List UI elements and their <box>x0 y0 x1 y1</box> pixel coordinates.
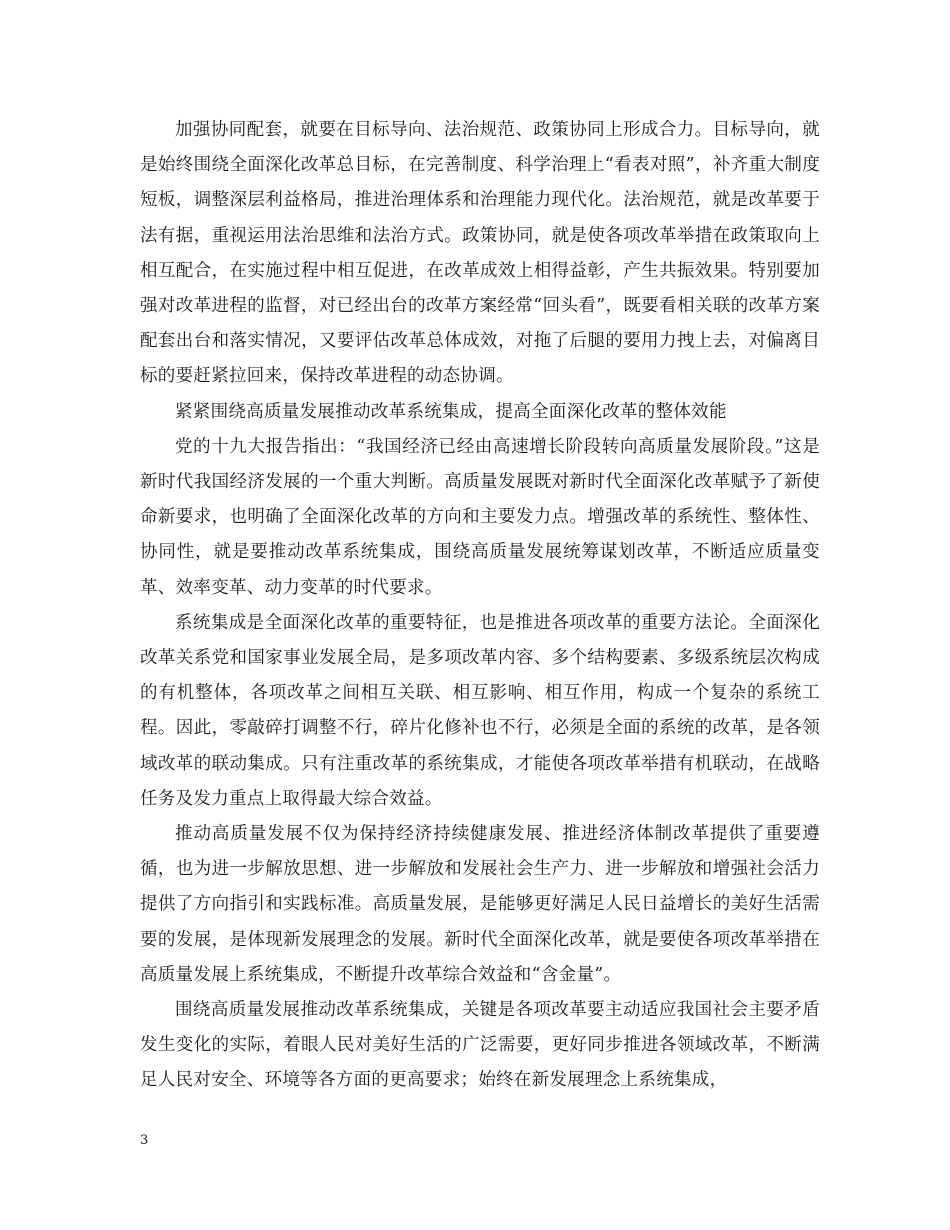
paragraph-report: 党的十九大报告指出：“我国经济已经由高速增长阶段转向高质量发展阶段。”这是新时代我国经济发展的一个重大判断。高质量发展既对新时代全面深化改革赋予了新使命新要求，也明确了全面深化改革的方向和主要发力点。增强改革的系统性、整体性、协同性，就是要推动改革系统集成，围绕高质量发展统筹谋划改革，不断适应质量变革、效率变革、动力变革的时代要求。 <box>140 436 820 598</box>
paragraph-high-quality-development: 推动高质量发展不仅为保持经济持续健康发展、推进经济体制改革提供了重要遵循，也为进一步解放思想、进一步解放和发展社会生产力、进一步解放和增强社会活力提供了方向指引和实践标准。高质量发展，是能够更好满足人民日益增长的美好生活需要的发展，是体现新发展理念的发展。新时代全面深化改革，就是要使各项改革举措在高质量发展上系统集成，不断提升改革综合效益和“含金量”。 <box>140 824 820 985</box>
paragraph-key-points: 围绕高质量发展推动改革系统集成，关键是各项改革要主动适应我国社会主要矛盾发生变化的实际，着眼人民对美好生活的广泛需要，更好同步推进各领域改革，不断满足人民对安全、环境等各方面的更高要求；始终在新发展理念上系统集成， <box>140 1000 820 1091</box>
document-body <box>140 113 820 1099</box>
page-number: 3 <box>140 1133 149 1148</box>
paragraph-coordination: 加强协同配套，就要在目标导向、法治规范、政策协同上形成合力。目标导向，就是始终围绕全面深化改革总目标，在完善制度、科学治理上“看表对照”，补齐重大制度短板，调整深层利益格局，推进治理体系和治理能力现代化。法治规范，就是改革要于法有据，重视运用法治思维和法治方式。政策协同，就是使各项改革举措在政策取向上相互配合，在实施过程中相互促进，在改革成效上相得益彰，产生共振效果。特别要加强对改革进程的监督，对已经出台的改革方案经常“回头看”，既要看相关联的改革方案配套出台和落实情况，又要评估改革总体成效，对拖了后腿的要用力拽上去，对偏离目标的要赶紧拉回来，保持改革进程的动态协调。 <box>140 120 820 387</box>
section-heading: 紧紧围绕高质量发展推动改革系统集成，提高全面深化改革的整体效能 <box>175 401 727 422</box>
paragraph-system-integration: 系统集成是全面深化改革的重要特征，也是推进各项改革的重要方法论。全面深化改革关系党和国家事业发展全局，是多项改革内容、多个结构要素、多级系统层次构成的有机整体，各项改革之间相互关联、相互影响、相互作用，构成一个复杂的系统工程。因此，零敲碎打调整不行，碎片化修补也不行，必须是全面的系统的改革，是各领域改革的联动集成。只有注重改革的系统集成，才能使各项改革举措有机联动，在战略任务及发力重点上取得最大综合效益。 <box>140 612 820 809</box>
